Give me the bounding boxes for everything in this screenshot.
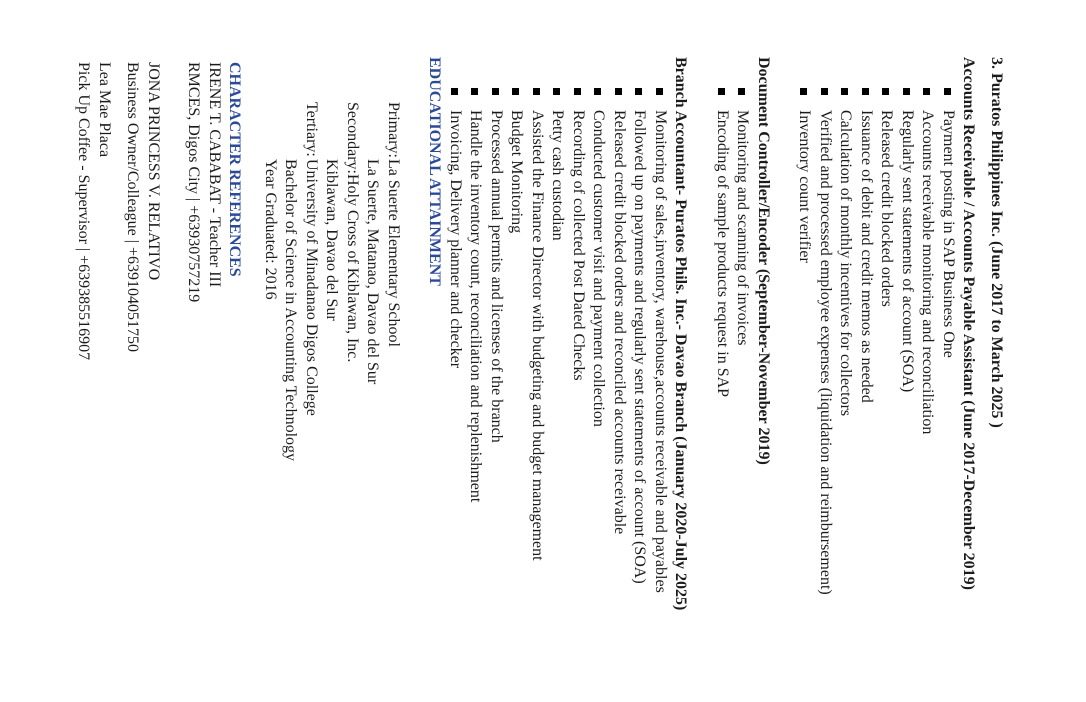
bullet-item: [876, 88, 897, 694]
bullet-text: Issuance of debit and credit memos as needed: [858, 110, 875, 403]
bullet-text: Budget Monitoring: [508, 110, 526, 234]
square-bullet-icon: [451, 88, 458, 95]
bullet-text: Conducted customer visit and payment collection: [590, 110, 608, 427]
bullet-text: Encoding of sample products request in SAP: [714, 110, 731, 398]
education-level-label: [362, 102, 383, 159]
square-bullet-icon: [533, 88, 540, 95]
bullet-item: [712, 88, 733, 694]
references-heading: CHARACTER REFERENCES: [226, 62, 244, 277]
reference-entry: [122, 62, 163, 694]
square-bullet-icon: [739, 88, 746, 95]
bullet-text: Petty cash custodian: [549, 110, 567, 241]
bullet-item: [609, 88, 630, 694]
bullet-item: [794, 88, 815, 694]
education-value: La Suerte Elementary School: [385, 159, 402, 347]
square-bullet-icon: [636, 88, 643, 95]
bullet-item: [527, 88, 548, 694]
education-value: Holy Cross of Kiblawan, Inc.: [344, 173, 361, 363]
bullet-text: Assisted the Finance Director with budgeting and budget management: [529, 110, 546, 561]
bullet-item: [938, 88, 959, 694]
role-title: Document Controller/Encoder (September-November 2019): [755, 57, 772, 465]
education-row: [321, 102, 342, 694]
reference-entry: [73, 62, 114, 694]
role-section-document-controller: [712, 57, 774, 694]
square-bullet-icon: [656, 88, 663, 95]
bullet-item: [506, 88, 527, 694]
education-row: [301, 102, 322, 694]
square-bullet-icon: [472, 88, 479, 95]
bullet-text: Regularly sent statements of account (SOA): [899, 110, 916, 393]
education-row: [362, 102, 383, 694]
education-section: [260, 57, 445, 694]
education-row: [260, 102, 281, 694]
bullet-text: Recording of collected Post Dated Checks: [570, 110, 587, 381]
square-bullet-icon: [821, 88, 828, 95]
bullet-item: [732, 88, 753, 694]
education-level-label: [280, 102, 301, 159]
square-bullet-icon: [595, 88, 602, 95]
company-heading: 3. Puratos Philippines Inc. (June 2017 to March 2025 ): [988, 57, 1005, 428]
bullet-text: Inventory count verifier: [796, 110, 814, 263]
reference-name: JONA PRINCESS V. RELATIVO: [145, 62, 162, 281]
bullet-text: Monitoring of sales,inventory, warehouse,accounts receivable and payables: [652, 110, 669, 593]
square-bullet-icon: [924, 88, 931, 95]
bullet-item: [856, 88, 877, 694]
bullet-text: Processed annual permits and licenses of the branch: [488, 110, 505, 443]
bullet-item: [815, 88, 836, 694]
reference-entry: [183, 62, 224, 694]
bullet-item: [650, 88, 671, 694]
bullet-text: Released credit blocked orders: [878, 110, 896, 307]
education-row: [383, 102, 404, 694]
education-level-label: [321, 102, 342, 159]
reference-detail: Pick Up Coffee - Supervisor | +639385516907: [75, 62, 93, 361]
square-bullet-icon: [842, 88, 849, 95]
bullet-item: [897, 88, 918, 694]
bullet-text: Followed up on payments and regularly sent statements of account (SOA): [631, 110, 649, 584]
education-value: Kiblawan, Davao del Sur: [323, 159, 341, 321]
bullet-item: [588, 88, 609, 694]
square-bullet-icon: [883, 88, 890, 95]
square-bullet-icon: [492, 88, 499, 95]
bullet-item: [445, 88, 466, 694]
bullet-text: Invoicing, Delivery planner and checker: [447, 110, 464, 369]
square-bullet-icon: [554, 88, 561, 95]
bullet-item: [486, 88, 507, 694]
square-bullet-icon: [801, 88, 808, 95]
square-bullet-icon: [903, 88, 910, 95]
education-value: Bachelor of Science in Accounting Technology: [282, 159, 300, 462]
references-section: [73, 62, 245, 694]
bullet-text: Payment posting in SAP Business One: [940, 110, 957, 358]
bullet-text: Monitoring and scanning of invoices: [734, 110, 752, 346]
reference-detail: Business Owner/Colleague | +639104051750: [124, 62, 142, 352]
bullet-text: Released credit blocked orders and reconciled accounts receivable: [611, 110, 628, 535]
role-section-ar-ap: [794, 57, 979, 694]
bullet-text: Calculation of monthly incentives for collectors: [837, 110, 855, 417]
bullet-text: Verified and processed employee expenses (liquidation and reimbursement): [817, 110, 834, 595]
bullet-text: Accounts receivable monitoring and reconciliation: [919, 110, 937, 435]
role-title: Branch Accountant- Puratos Phils. Inc.- Davao Branch (January 2020-July 2025): [672, 57, 690, 611]
square-bullet-icon: [513, 88, 520, 95]
education-value: Year Graduated: 2016: [262, 159, 279, 300]
education-level-label: [260, 102, 281, 159]
bullet-item: [835, 88, 856, 694]
bullet-item: [547, 88, 568, 694]
reference-name: IRENE T. CABABAT - Teacher III: [206, 62, 223, 288]
bullet-item: [629, 88, 650, 694]
education-level-label: Tertiary:: [303, 102, 320, 157]
bullet-item: [917, 88, 938, 694]
education-level-label: Secondary:: [344, 102, 361, 174]
education-heading: EDUCATIONAL ATTAINMENT: [426, 57, 444, 286]
square-bullet-icon: [574, 88, 581, 95]
education-row: [342, 102, 363, 694]
square-bullet-icon: [862, 88, 869, 95]
education-value: University of Minadanao Digos College: [303, 159, 320, 416]
bullet-text: Handle the inventory count, reconciliation and replenishment: [467, 110, 485, 503]
role-title: Accounts Receivable / Accounts Payable Assistant (June 2017-December 2019): [960, 57, 978, 590]
square-bullet-icon: [615, 88, 622, 95]
reference-detail: RMCES, Digos City | +63930757219: [185, 62, 203, 303]
education-value: La Suerte, Matanao, Davao del Sur: [364, 159, 382, 385]
reference-name: Lea Mae Placa: [96, 62, 113, 158]
bullet-item: [465, 88, 486, 694]
square-bullet-icon: [718, 88, 725, 95]
bullet-item: [568, 88, 589, 694]
education-level-label: Primary:: [385, 102, 402, 158]
square-bullet-icon: [944, 88, 951, 95]
role-section-branch-accountant: [445, 57, 691, 694]
education-row: [280, 102, 301, 694]
